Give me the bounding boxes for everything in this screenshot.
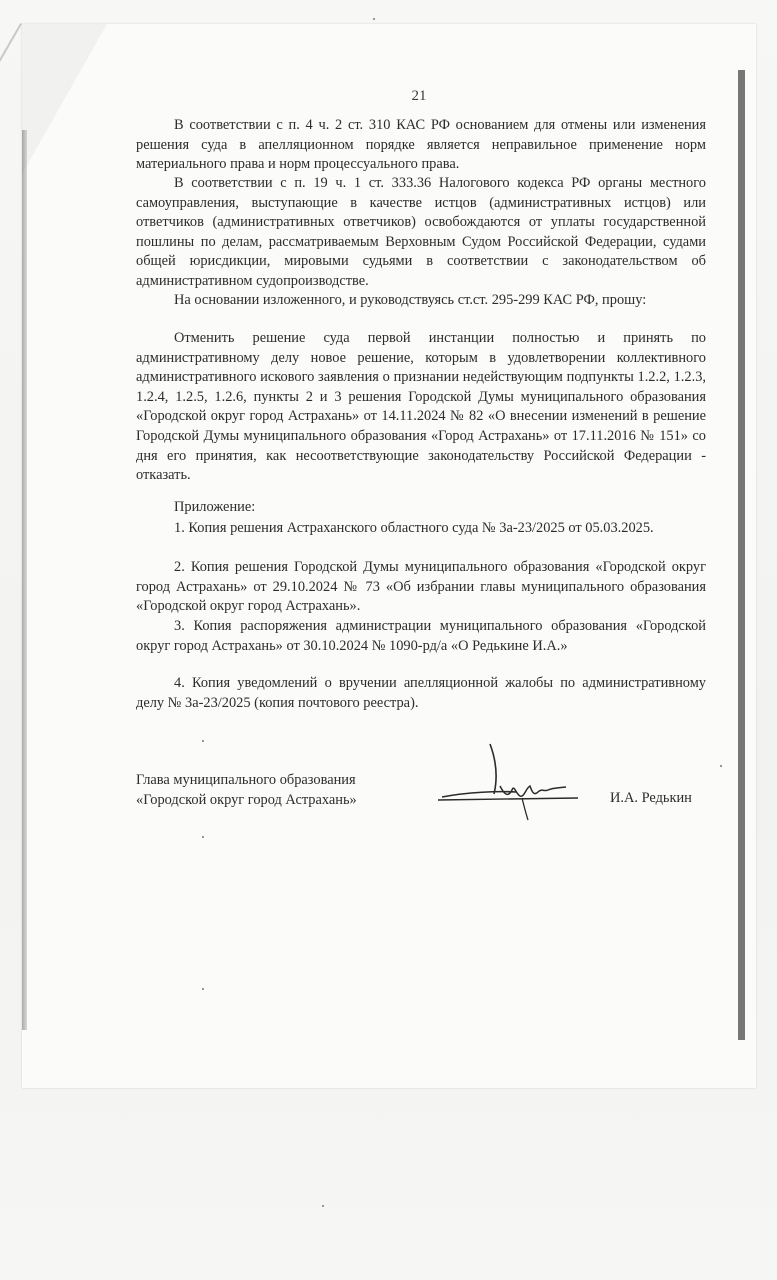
appendix-item-text: 2. Копия решения Городской Думы муниципального образования «Городской округ город Астрахань» от 29.10.2024 № 73 «Об избрании главы муниципального образования «Городской округ город Астрахань».: [136, 559, 706, 615]
scan-speck: [720, 765, 722, 767]
appendix-item: [136, 617, 706, 656]
paragraph-request-intro: [136, 291, 706, 311]
paragraph-grounds-for-appeal: [136, 116, 706, 175]
signer-position-line: «Городской округ город Астрахань»: [136, 792, 357, 808]
appendix-item: [136, 519, 706, 539]
folded-corner: [22, 24, 107, 174]
paragraph-request: [136, 329, 706, 486]
scan-speck: [373, 18, 375, 20]
scan-speck: [202, 988, 204, 990]
paragraph-text: Отменить решение суда первой инстанции полностью и принять по административному делу новое решение, которым в удовлетворении коллективного административного искового заявления о признании недействующим подпункты 1.2.2, 1.2.3, 1.2.4, 1.2.5, 1.2.6, пункты 2 и 3 решения Городской Думы муниципального образования «Городской округ город Астрахань» от 14.11.2024 № 82 «О внесении изменений в решение Городской Думы муниципального образования «Город Астрахань» от 17.11.2016 № 151» со дня его принятия, как несоответствующие законодательству Российской Федерации - отказать.: [136, 330, 706, 484]
scan-speck: [202, 836, 204, 838]
paragraph-state-duty: [136, 174, 706, 292]
paragraph-text: В соответствии с п. 4 ч. 2 ст. 310 КАС РФ основанием для отмены или изменения решения суда в апелляционном порядке является неправильное применение норм материального права и норм процессуального права.: [136, 117, 706, 173]
scan-speck: [202, 740, 204, 742]
handwritten-signature: [438, 742, 588, 822]
appendix-item-text: 4. Копия уведомлений о вручении апелляционной жалобы по административному делу № 3а-23/2025 (копия почтового реестра).: [136, 675, 706, 711]
paragraph-text: В соответствии с п. 19 ч. 1 ст. 333.36 Налогового кодекса РФ органы местного самоуправления, выступающие в качестве истцов (административных истцов) или ответчиков (административных ответчиков) освобождаются от уплаты государственной пошлины по делам, рассматриваемым Верховным Судом Российской Федерации, судами общей юрисдикции, мировыми судьями в соответствии с законодательством об административном судопроизводстве.: [136, 175, 706, 289]
appendix-item-text: 1. Копия решения Астраханского областного суда № 3а-23/2025 от 05.03.2025.: [174, 520, 654, 536]
page-number: 21: [411, 88, 427, 104]
appendix-item: [136, 558, 706, 617]
scan-speck: [322, 1205, 324, 1207]
signer-position: [136, 770, 357, 810]
appendix-item: [136, 674, 706, 713]
appendix-title: Приложение:: [174, 499, 256, 515]
appendix-item-text: 3. Копия распоряжения администрации муниципального образования «Городской округ город Астрахань» от 30.10.2024 № 1090-рд/а «О Редькине И.А.»: [136, 618, 706, 654]
paragraph-text: На основании изложенного, и руководствуясь ст.ст. 295-299 КАС РФ, прошу:: [174, 292, 647, 308]
signer-position-line: Глава муниципального образования: [136, 772, 356, 788]
signer-name: И.А. Редькин: [610, 790, 692, 806]
scan-left-edge-shadow: [22, 130, 27, 1030]
scan-right-edge-shadow: [738, 70, 745, 1040]
